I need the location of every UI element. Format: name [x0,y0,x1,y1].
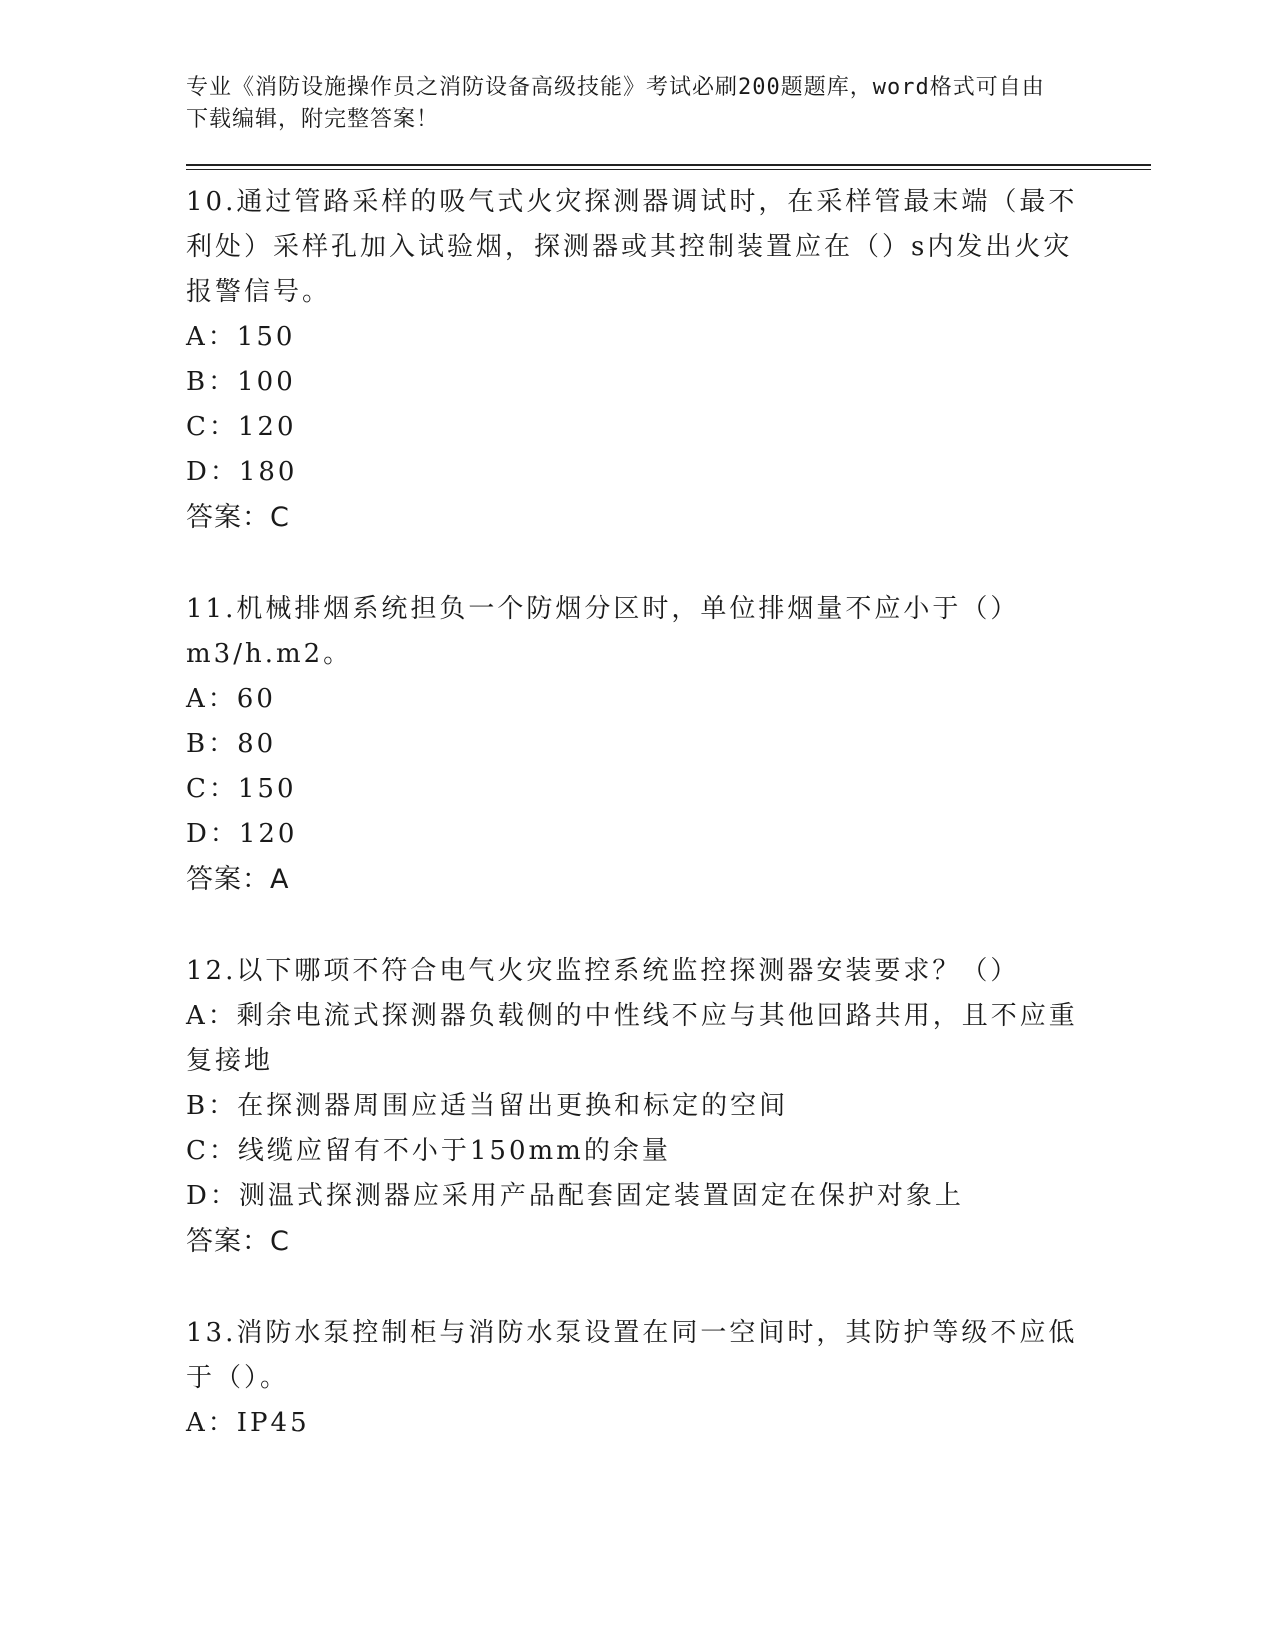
option-c: C：线缆应留有不小于150mm的余量 [186,1136,671,1166]
answer-label: 答案：C [186,502,290,533]
question-10 [186,180,1151,540]
option-d: D：180 [186,457,298,487]
question-spacer [186,540,1151,587]
question-stem: 13.消防水泵控制柜与消防水泵设置在同一空间时，其防护等级不应低于（）。 [186,1318,1078,1393]
document-header: 专业《消防设施操作员之消防设备高级技能》考试必刷200题题库，word格式可自由下载编辑，附完整答案！ [186,75,1045,132]
document-page [186,72,1151,1446]
option-a: A：IP45 [186,1408,310,1438]
question-12 [186,949,1151,1264]
question-spacer [186,1264,1151,1311]
answer-label: 答案：C [186,1226,290,1257]
answer-label: 答案：A [186,864,290,895]
question-stem: 12.以下哪项不符合电气火灾监控系统监控探测器安装要求？（） [186,956,1020,986]
option-b: B：在探测器周围应适当留出更换和标定的空间 [186,1091,789,1121]
option-d: D：测温式探测器应采用产品配套固定装置固定在保护对象上 [186,1181,964,1211]
question-13 [186,1311,1151,1446]
option-c: C：150 [186,774,297,804]
question-spacer [186,902,1151,949]
option-b: B：80 [186,729,277,759]
question-stem: 10.通过管路采样的吸气式火灾探测器调试时，在采样管最末端（最不利处）采样孔加入试验烟，探测器或其控制装置应在（）s内发出火灾报警信号。 [186,187,1078,307]
option-c: C：120 [186,412,297,442]
question-stem: 11.机械排烟系统担负一个防烟分区时，单位排烟量不应小于（）m3/h.m2。 [186,594,1020,669]
header-divider [186,164,1151,170]
option-b: B：100 [186,367,296,397]
option-a: A：剩余电流式探测器负载侧的中性线不应与其他回路共用，且不应重复接地 [186,1001,1078,1076]
option-d: D：120 [186,819,298,849]
option-a: A：60 [186,684,276,714]
question-11 [186,587,1151,902]
option-a: A：150 [186,322,296,352]
